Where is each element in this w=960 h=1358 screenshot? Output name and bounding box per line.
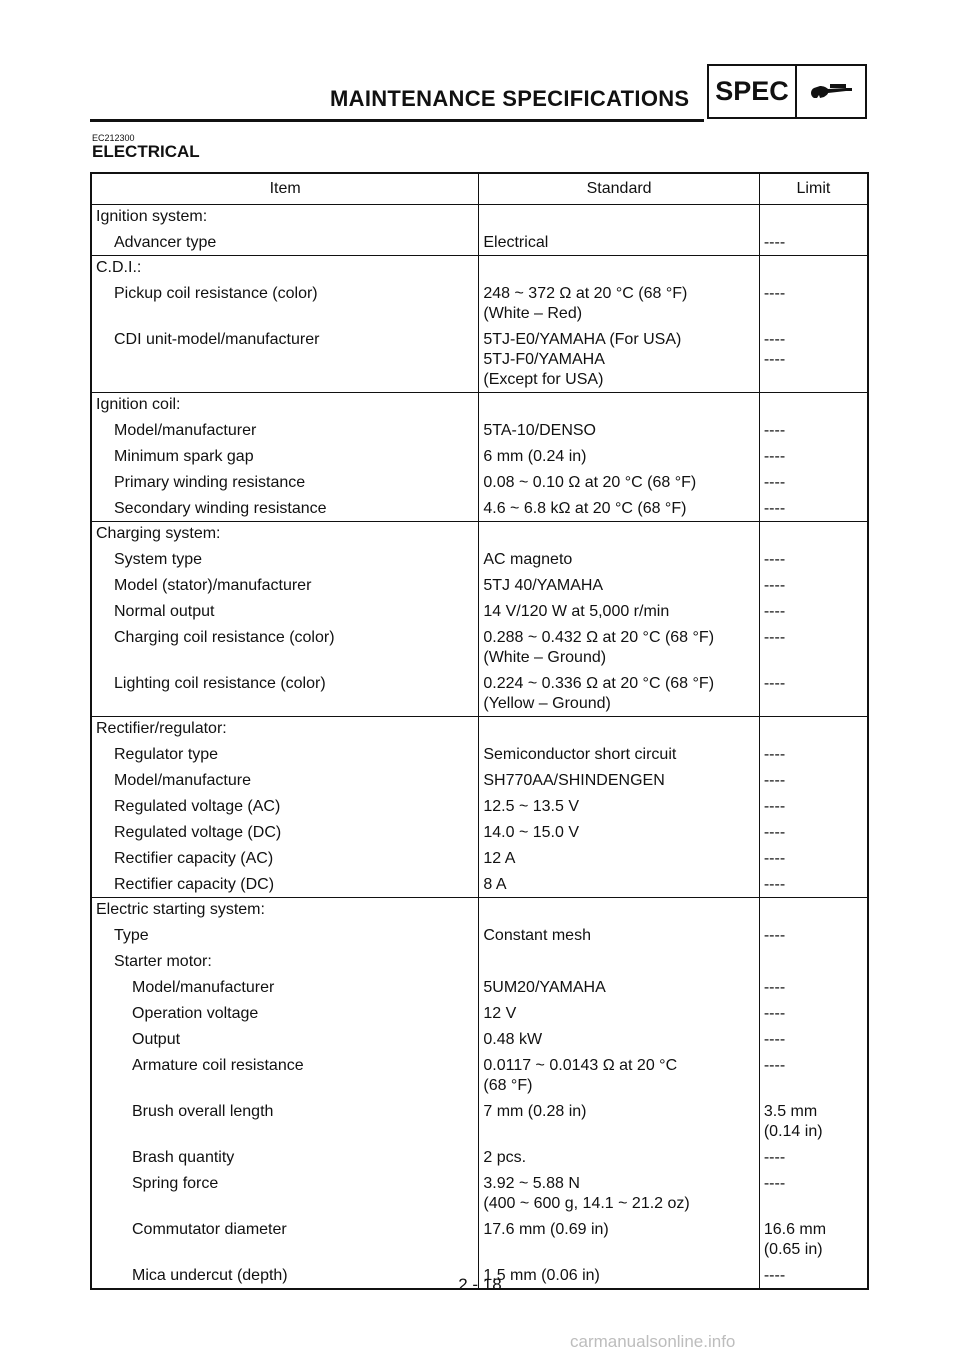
- limit-cell: [759, 1216, 868, 1262]
- empty-cell: [479, 898, 759, 923]
- standard-line: 0.288 ~ 0.432 Ω at 20 °C (68 °F): [483, 629, 715, 646]
- item-cell: Primary winding resistance: [91, 469, 479, 495]
- item-cell: Spring force: [91, 1170, 479, 1216]
- table-row: [91, 572, 868, 598]
- standard-cell: [479, 624, 759, 670]
- table-row: [91, 1052, 868, 1098]
- group-title: Ignition coil:: [91, 393, 479, 418]
- standard-line: 7 mm (0.28 in): [483, 1103, 587, 1120]
- limit-cell: [759, 1144, 868, 1170]
- item-cell: Mica undercut (depth): [91, 1262, 479, 1289]
- limit-line: ----: [763, 285, 786, 302]
- standard-cell: [479, 974, 759, 1000]
- table-row: [91, 1144, 868, 1170]
- limit-line: ----: [763, 577, 786, 594]
- item-cell: Model/manufacturer: [91, 974, 479, 1000]
- table-row: [91, 326, 868, 393]
- standard-line: 6 mm (0.24 in): [483, 448, 587, 465]
- limit-line: ----: [763, 746, 786, 763]
- group-title: Ignition system:: [91, 205, 479, 230]
- limit-cell: [759, 326, 868, 393]
- page-title: MAINTENANCE SPECIFICATIONS: [330, 86, 690, 111]
- group-title: Rectifier/regulator:: [91, 717, 479, 742]
- limit-line: ----: [763, 850, 786, 867]
- page-number: 2 - 18: [458, 1275, 502, 1294]
- standard-line: 5TJ 40/YAMAHA: [483, 577, 604, 594]
- item-cell: Model/manufacturer: [91, 417, 479, 443]
- item-cell: Armature coil resistance: [91, 1052, 479, 1098]
- table-group-row: [91, 205, 868, 230]
- section-code: EC212300: [92, 133, 135, 143]
- column-header-limit: Limit: [759, 173, 868, 205]
- table-row: [91, 1216, 868, 1262]
- empty-cell: [759, 522, 868, 547]
- limit-line: 16.6 mm: [763, 1221, 827, 1238]
- group-title: Electric starting system:: [91, 898, 479, 923]
- limit-line: ----: [763, 772, 786, 789]
- limit-line: ----: [763, 331, 786, 348]
- limit-cell: [759, 624, 868, 670]
- table-header-row: [91, 173, 868, 205]
- table-row: [91, 1098, 868, 1144]
- table-row: [91, 767, 868, 793]
- column-header-item: Item: [91, 173, 479, 205]
- standard-cell: [479, 1098, 759, 1144]
- standard-line: 4.6 ~ 6.8 kΩ at 20 °C (68 °F): [483, 500, 687, 517]
- standard-cell: [479, 1216, 759, 1262]
- standard-cell: [479, 1026, 759, 1052]
- column-header-standard: Standard: [479, 173, 759, 205]
- standard-line: 17.6 mm (0.69 in): [483, 1221, 609, 1238]
- empty-cell: [759, 393, 868, 418]
- limit-line: ----: [763, 448, 786, 465]
- item-cell: CDI unit-model/manufacturer: [91, 326, 479, 393]
- limit-cell: [759, 741, 868, 767]
- limit-line: ----: [763, 824, 786, 841]
- standard-line: Semiconductor short circuit: [483, 746, 677, 763]
- limit-cell: [759, 948, 868, 974]
- limit-line: ----: [763, 979, 786, 996]
- limit-line: ----: [763, 876, 786, 893]
- limit-line: (0.65 in): [763, 1241, 823, 1258]
- standard-line: 12.5 ~ 13.5 V: [483, 798, 579, 815]
- standard-cell: [479, 1144, 759, 1170]
- standard-line: Electrical: [483, 234, 549, 251]
- limit-line: ----: [763, 474, 786, 491]
- group-title: C.D.I.:: [91, 256, 479, 281]
- table-row: [91, 819, 868, 845]
- table-row: [91, 624, 868, 670]
- limit-line: ----: [763, 1149, 786, 1166]
- table-row: [91, 741, 868, 767]
- limit-line: ----: [763, 927, 786, 944]
- item-cell: System type: [91, 546, 479, 572]
- table-group-row: [91, 522, 868, 547]
- item-cell: Operation voltage: [91, 1000, 479, 1026]
- item-cell: Rectifier capacity (AC): [91, 845, 479, 871]
- table-row: [91, 871, 868, 898]
- standard-cell: [479, 1170, 759, 1216]
- standard-line: 12 A: [483, 850, 516, 867]
- empty-cell: [759, 898, 868, 923]
- electrical-spec-table: [90, 172, 869, 1290]
- item-cell: Commutator diameter: [91, 1216, 479, 1262]
- item-cell: Brush overall length: [91, 1098, 479, 1144]
- standard-cell: [479, 670, 759, 717]
- item-cell: Regulated voltage (DC): [91, 819, 479, 845]
- standard-cell: [479, 845, 759, 871]
- limit-cell: [759, 229, 868, 256]
- standard-line: AC magneto: [483, 551, 573, 568]
- empty-cell: [479, 205, 759, 230]
- table-row: [91, 229, 868, 256]
- limit-line: ----: [763, 675, 786, 692]
- limit-cell: [759, 1170, 868, 1216]
- standard-line: 0.08 ~ 0.10 Ω at 20 °C (68 °F): [483, 474, 697, 491]
- spec-badge-label: SPEC: [709, 66, 797, 117]
- standard-line: (Yellow – Ground): [483, 695, 611, 712]
- empty-cell: [759, 205, 868, 230]
- table-row: [91, 793, 868, 819]
- limit-line: (0.14 in): [763, 1123, 823, 1140]
- limit-cell: [759, 845, 868, 871]
- limit-cell: [759, 598, 868, 624]
- table-body: [91, 205, 868, 1290]
- empty-cell: [479, 522, 759, 547]
- item-cell: Brash quantity: [91, 1144, 479, 1170]
- table-row: [91, 670, 868, 717]
- limit-cell: [759, 1000, 868, 1026]
- item-cell: Rectifier capacity (DC): [91, 871, 479, 898]
- item-cell: Model/manufacture: [91, 767, 479, 793]
- standard-cell: [479, 546, 759, 572]
- standard-line: Constant mesh: [483, 927, 591, 944]
- limit-line: ----: [763, 1005, 786, 1022]
- table-row: [91, 1170, 868, 1216]
- table-group-row: [91, 256, 868, 281]
- item-cell: Pickup coil resistance (color): [91, 280, 479, 326]
- limit-line: ----: [763, 603, 786, 620]
- limit-line: ----: [763, 234, 786, 251]
- item-cell: Type: [91, 922, 479, 948]
- limit-line: ----: [763, 422, 786, 439]
- limit-cell: [759, 974, 868, 1000]
- standard-line: 248 ~ 372 Ω at 20 °C (68 °F): [483, 285, 688, 302]
- item-cell: Model (stator)/manufacturer: [91, 572, 479, 598]
- standard-cell: [479, 326, 759, 393]
- limit-line: ----: [763, 500, 786, 517]
- empty-cell: [759, 256, 868, 281]
- limit-line: ----: [763, 1267, 786, 1284]
- limit-cell: [759, 793, 868, 819]
- limit-line: ----: [763, 1057, 786, 1074]
- empty-cell: [479, 717, 759, 742]
- standard-line: 3.92 ~ 5.88 N: [483, 1175, 580, 1192]
- limit-cell: [759, 495, 868, 522]
- wrench-icon: [797, 66, 865, 117]
- spec-badge: [707, 64, 867, 119]
- limit-line: ----: [763, 1175, 786, 1192]
- limit-cell: [759, 417, 868, 443]
- standard-cell: [479, 922, 759, 948]
- item-cell: Starter motor:: [91, 948, 479, 974]
- standard-cell: [479, 417, 759, 443]
- standard-cell: [479, 443, 759, 469]
- item-cell: Regulator type: [91, 741, 479, 767]
- limit-cell: [759, 546, 868, 572]
- table-row: [91, 546, 868, 572]
- table-row: [91, 495, 868, 522]
- standard-line: (White – Red): [483, 305, 583, 322]
- section-title: ELECTRICAL: [92, 142, 200, 161]
- standard-line: 1.5 mm (0.06 in): [483, 1267, 600, 1284]
- table-row: [91, 948, 868, 974]
- standard-cell: [479, 469, 759, 495]
- empty-cell: [759, 717, 868, 742]
- table-row: [91, 845, 868, 871]
- limit-cell: [759, 670, 868, 717]
- table-row: [91, 1026, 868, 1052]
- standard-cell: [479, 871, 759, 898]
- empty-cell: [479, 256, 759, 281]
- limit-cell: [759, 443, 868, 469]
- item-cell: Secondary winding resistance: [91, 495, 479, 522]
- standard-line: 2 pcs.: [483, 1149, 527, 1166]
- limit-cell: [759, 469, 868, 495]
- limit-line: ----: [763, 551, 786, 568]
- standard-cell: [479, 1000, 759, 1026]
- standard-line: 5TJ-F0/YAMAHA: [483, 351, 605, 368]
- standard-line: 14 V/120 W at 5,000 r/min: [483, 603, 670, 620]
- limit-line: ----: [763, 351, 786, 368]
- limit-cell: [759, 280, 868, 326]
- standard-line: (68 °F): [483, 1077, 533, 1094]
- table-row: [91, 922, 868, 948]
- standard-cell: [479, 229, 759, 256]
- item-cell: Normal output: [91, 598, 479, 624]
- standard-cell: [479, 948, 759, 974]
- limit-cell: [759, 922, 868, 948]
- table-group-row: [91, 898, 868, 923]
- standard-line: 14.0 ~ 15.0 V: [483, 824, 579, 841]
- table-row: [91, 598, 868, 624]
- item-cell: Regulated voltage (AC): [91, 793, 479, 819]
- table-group-row: [91, 393, 868, 418]
- limit-cell: [759, 572, 868, 598]
- header-rule: [90, 119, 704, 122]
- standard-line: (400 ~ 600 g, 14.1 ~ 21.2 oz): [483, 1195, 690, 1212]
- standard-cell: [479, 1052, 759, 1098]
- table-row: [91, 443, 868, 469]
- empty-cell: [479, 393, 759, 418]
- standard-cell: [479, 741, 759, 767]
- table-group-row: [91, 717, 868, 742]
- standard-cell: [479, 495, 759, 522]
- standard-line: SH770AA/SHINDENGEN: [483, 772, 665, 789]
- watermark: carmanualsonline.info: [570, 1332, 736, 1351]
- group-title: Charging system:: [91, 522, 479, 547]
- item-cell: Lighting coil resistance (color): [91, 670, 479, 717]
- limit-line: ----: [763, 629, 786, 646]
- table-row: [91, 1000, 868, 1026]
- limit-cell: [759, 819, 868, 845]
- limit-cell: [759, 767, 868, 793]
- item-cell: Advancer type: [91, 229, 479, 256]
- limit-cell: [759, 1098, 868, 1144]
- limit-line: 3.5 mm: [763, 1103, 818, 1120]
- limit-line: ----: [763, 798, 786, 815]
- standard-cell: [479, 598, 759, 624]
- item-cell: Minimum spark gap: [91, 443, 479, 469]
- standard-line: (White – Ground): [483, 649, 607, 666]
- standard-cell: [479, 280, 759, 326]
- standard-line: 0.0117 ~ 0.0143 Ω at 20 °C: [483, 1057, 678, 1074]
- table-row: [91, 469, 868, 495]
- standard-cell: [479, 767, 759, 793]
- standard-line: (Except for USA): [483, 371, 604, 388]
- standard-line: 0.48 kW: [483, 1031, 543, 1048]
- table-row: [91, 280, 868, 326]
- standard-line: 5UM20/YAMAHA: [483, 979, 606, 996]
- standard-line: 0.224 ~ 0.336 Ω at 20 °C (68 °F): [483, 675, 715, 692]
- standard-line: 12 V: [483, 1005, 517, 1022]
- limit-cell: [759, 1052, 868, 1098]
- standard-cell: [479, 572, 759, 598]
- item-cell: Output: [91, 1026, 479, 1052]
- standard-cell: [479, 793, 759, 819]
- item-cell: Charging coil resistance (color): [91, 624, 479, 670]
- standard-line: 5TA-10/DENSO: [483, 422, 596, 439]
- table-row: [91, 974, 868, 1000]
- limit-cell: [759, 871, 868, 898]
- standard-line: 8 A: [483, 876, 507, 893]
- standard-cell: [479, 819, 759, 845]
- limit-line: ----: [763, 1031, 786, 1048]
- limit-cell: [759, 1026, 868, 1052]
- standard-line: 5TJ-E0/YAMAHA (For USA): [483, 331, 682, 348]
- table-row: [91, 417, 868, 443]
